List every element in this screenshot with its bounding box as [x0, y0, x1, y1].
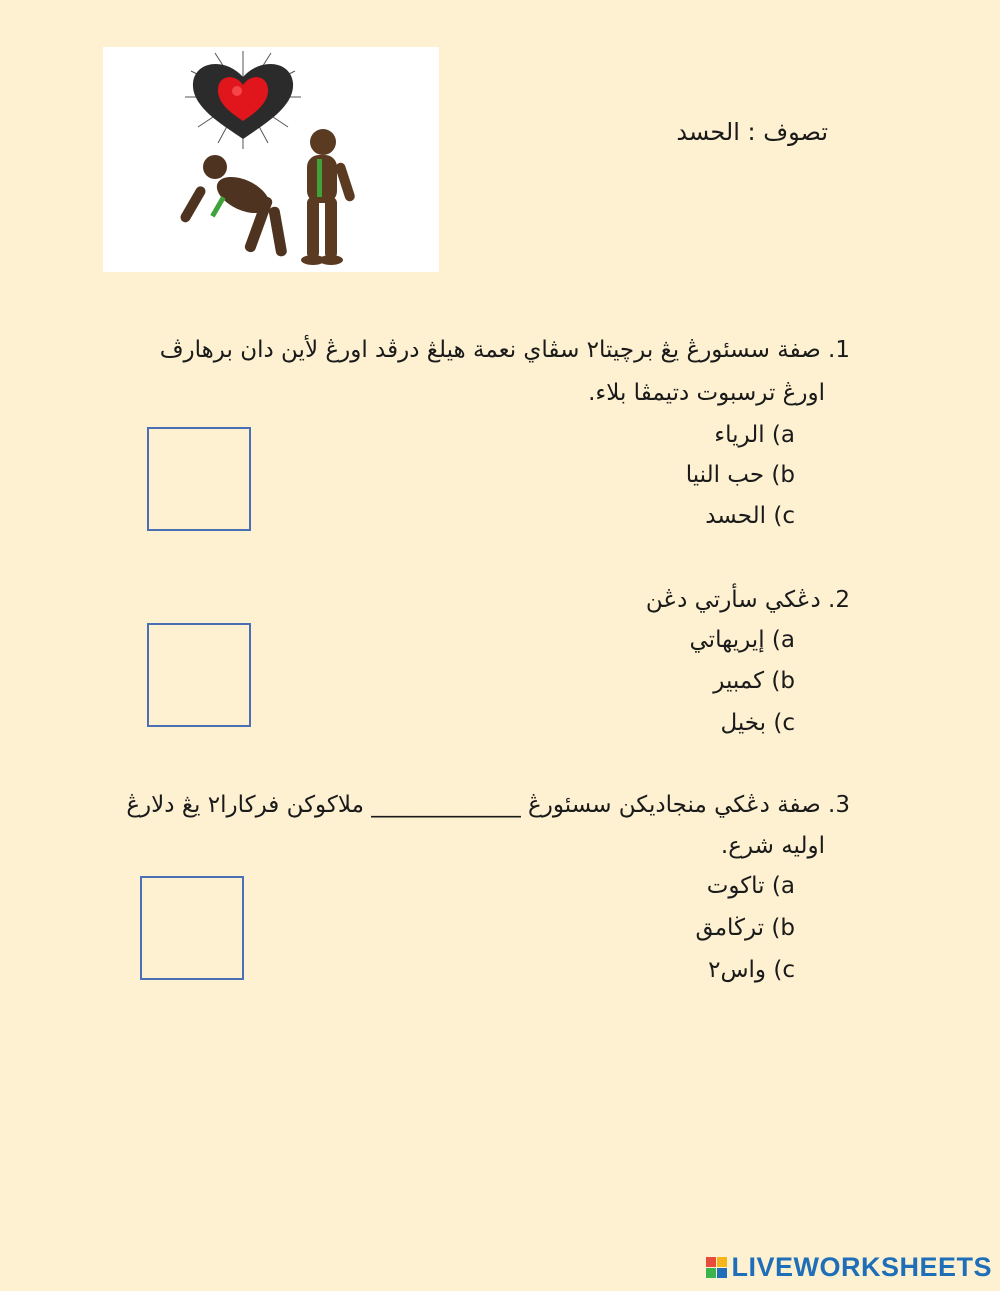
question-3-line-1: 3. صفة دڠکي منجاديکن سسئورڠ _____________ ملاکوکن فرکارا٢ يڠ دلارڠ — [126, 792, 850, 818]
question-2-option-a: a) إيريهاتي — [689, 627, 795, 653]
question-2-option-b: b) کمبير — [713, 668, 795, 694]
question-2-line-1: 2. دڠکي سأرتي دڠن — [645, 587, 850, 613]
question-3-answer-box[interactable] — [140, 876, 244, 980]
question-3-line-2: اوليه شرع. — [720, 833, 825, 859]
jealousy-illustration — [103, 47, 439, 272]
worksheet-title: تصوف : الحسد — [676, 118, 828, 146]
question-1-line-2: اورڠ ترسبوت دتيمڤا بلاء. — [588, 380, 825, 406]
question-3-option-a: a) تاکوت — [706, 873, 795, 899]
question-1-line-1: 1. صفة سسئورڠ يڠ برچيتا٢ سڤاي نعمة هيلڠ درڤد اورڠ لأين دان برهارڤ — [159, 337, 850, 363]
question-2-option-c: c) بخيل — [720, 710, 795, 736]
question-1-option-b: b) حب النيا — [685, 462, 795, 488]
question-1-option-a: a) الرياء — [714, 422, 795, 448]
question-1-answer-box[interactable] — [147, 427, 251, 531]
question-3-option-c: c) واس٢ — [708, 957, 795, 983]
jealousy-illustration-icon — [103, 47, 439, 272]
brand-name: LIVEWORKSHEETS — [731, 1252, 992, 1282]
question-2-answer-box[interactable] — [147, 623, 251, 727]
liveworksheets-logo-icon — [706, 1257, 727, 1278]
question-1-option-c: c) الحسد — [705, 503, 795, 529]
question-3-option-b: b) ترڬامق — [695, 915, 795, 941]
liveworksheets-brand[interactable] — [706, 1252, 992, 1283]
